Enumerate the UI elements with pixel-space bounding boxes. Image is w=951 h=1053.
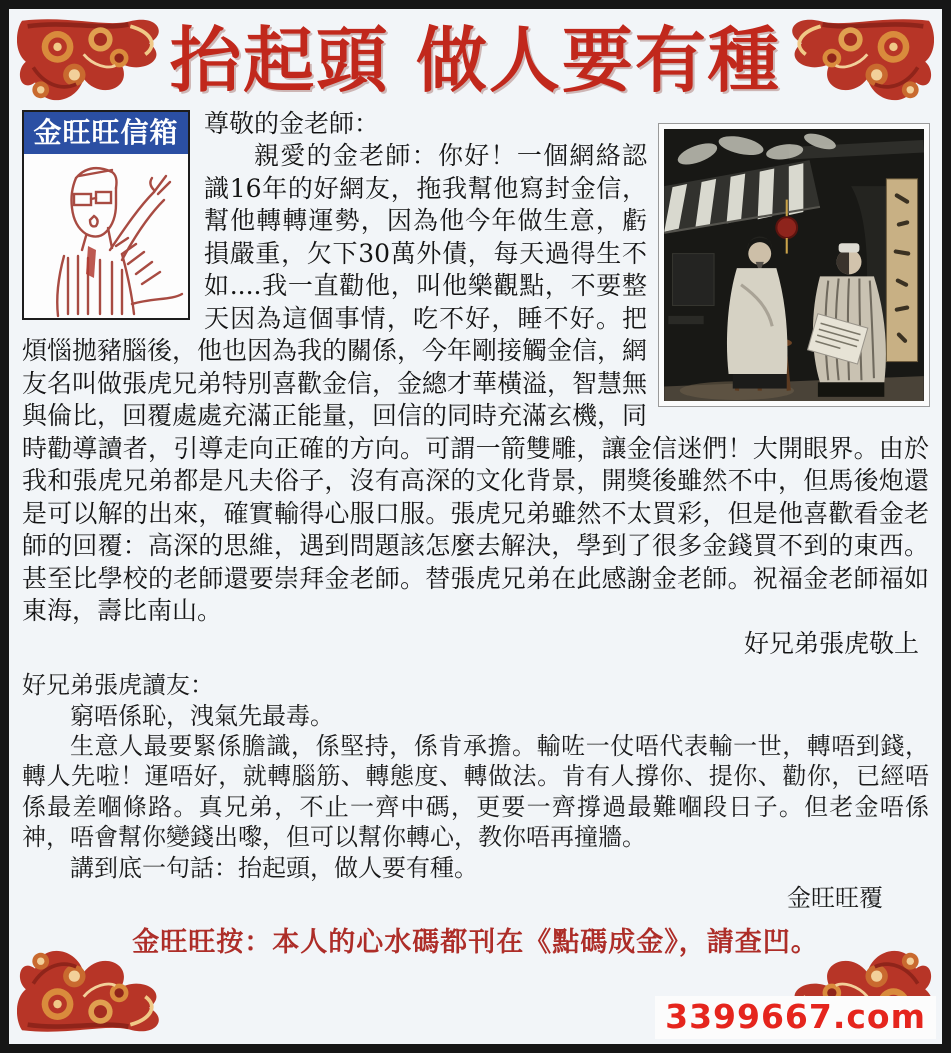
reply-line: 窮唔係恥，洩氣先最毒。 <box>70 701 334 730</box>
reply-line: 生意人最要緊係膽識，係堅持，係肯承擔。輸咗一仗唔代表輸一世，轉唔到錢，轉人先啦！運唔好，就轉腦筋、轉態度、轉做法。肯有人撐你、提你、勸你，已經唔係最差嗰條路。真兄弟，不止一齊中碼，更要一齊撐過最難嗰段日子。但老金唔係神，唔會幫你變錢出嚟，但可以幫你轉心，教你唔再撞牆。 <box>22 731 929 852</box>
letter-body: 親愛的金老師：你好！一個網絡認識16年的好網友，拖我幫他寫封金信，幫他轉轉運勢，因為他今年做生意，虧損嚴重，欠下30萬外債，每天過得生不如....我一直勸他，叫他樂觀點，不要整天因為這個事情，吃不好，睡不好。把煩惱拋豬腦後，他也因為我的關係，今年剛接觸金信，網友名叫做張虎兄弟特別喜歡金信，金總才華橫溢，智慧無與倫比，回覆處處充滿正能量，回信的同時充滿玄機，同時勸導讀者，引導走向正確的方向。可謂一箭雙雕，讓金信迷們！大開眼界。由於我和張虎兄弟都是凡夫俗子，沒有高深的文化背景，開獎後雖然不中，但馬後炮還是可以解的出來，確實輸得心服口服。張虎兄弟雖然不太買彩，但是他喜歡看金老師的回覆：高深的思維，遇到問題該怎麼去解決，學到了很多金錢買不到的東西。甚至比學校的老師還要崇拜金老師。替張虎兄弟在此感謝金老師。祝福金老師福如東海，壽比南山。 <box>22 141 929 626</box>
reply-salutation: 好兄弟張虎讀友： <box>22 671 214 700</box>
reply-line: 講到底一句話：抬起頭，做人要有種。 <box>70 853 478 882</box>
editor-reply <box>22 670 929 914</box>
letter-signoff: 好兄弟張虎敬上 <box>743 628 919 658</box>
reader-letter <box>22 108 929 661</box>
content-area <box>9 108 942 959</box>
letter-salutation: 尊敬的金老師： <box>204 108 380 138</box>
street-scene-photo <box>659 124 929 406</box>
mailbox-logo-label: 金旺旺信箱 <box>24 112 188 154</box>
two-men-photo-illustration <box>664 129 924 401</box>
page-title: 抬起頭 做人要有種 <box>170 18 781 102</box>
mascot-drawing <box>24 154 188 318</box>
watermark-text: 3399667.com <box>655 996 936 1039</box>
pointing-man-illustration <box>24 154 188 318</box>
mailbox-logo-box <box>22 110 190 320</box>
reply-signoff: 金旺旺覆 <box>787 884 883 913</box>
editor-footnote: 金旺旺按：本人的心水碼都刊在《點碼成金》，請查凹。 <box>132 926 819 958</box>
